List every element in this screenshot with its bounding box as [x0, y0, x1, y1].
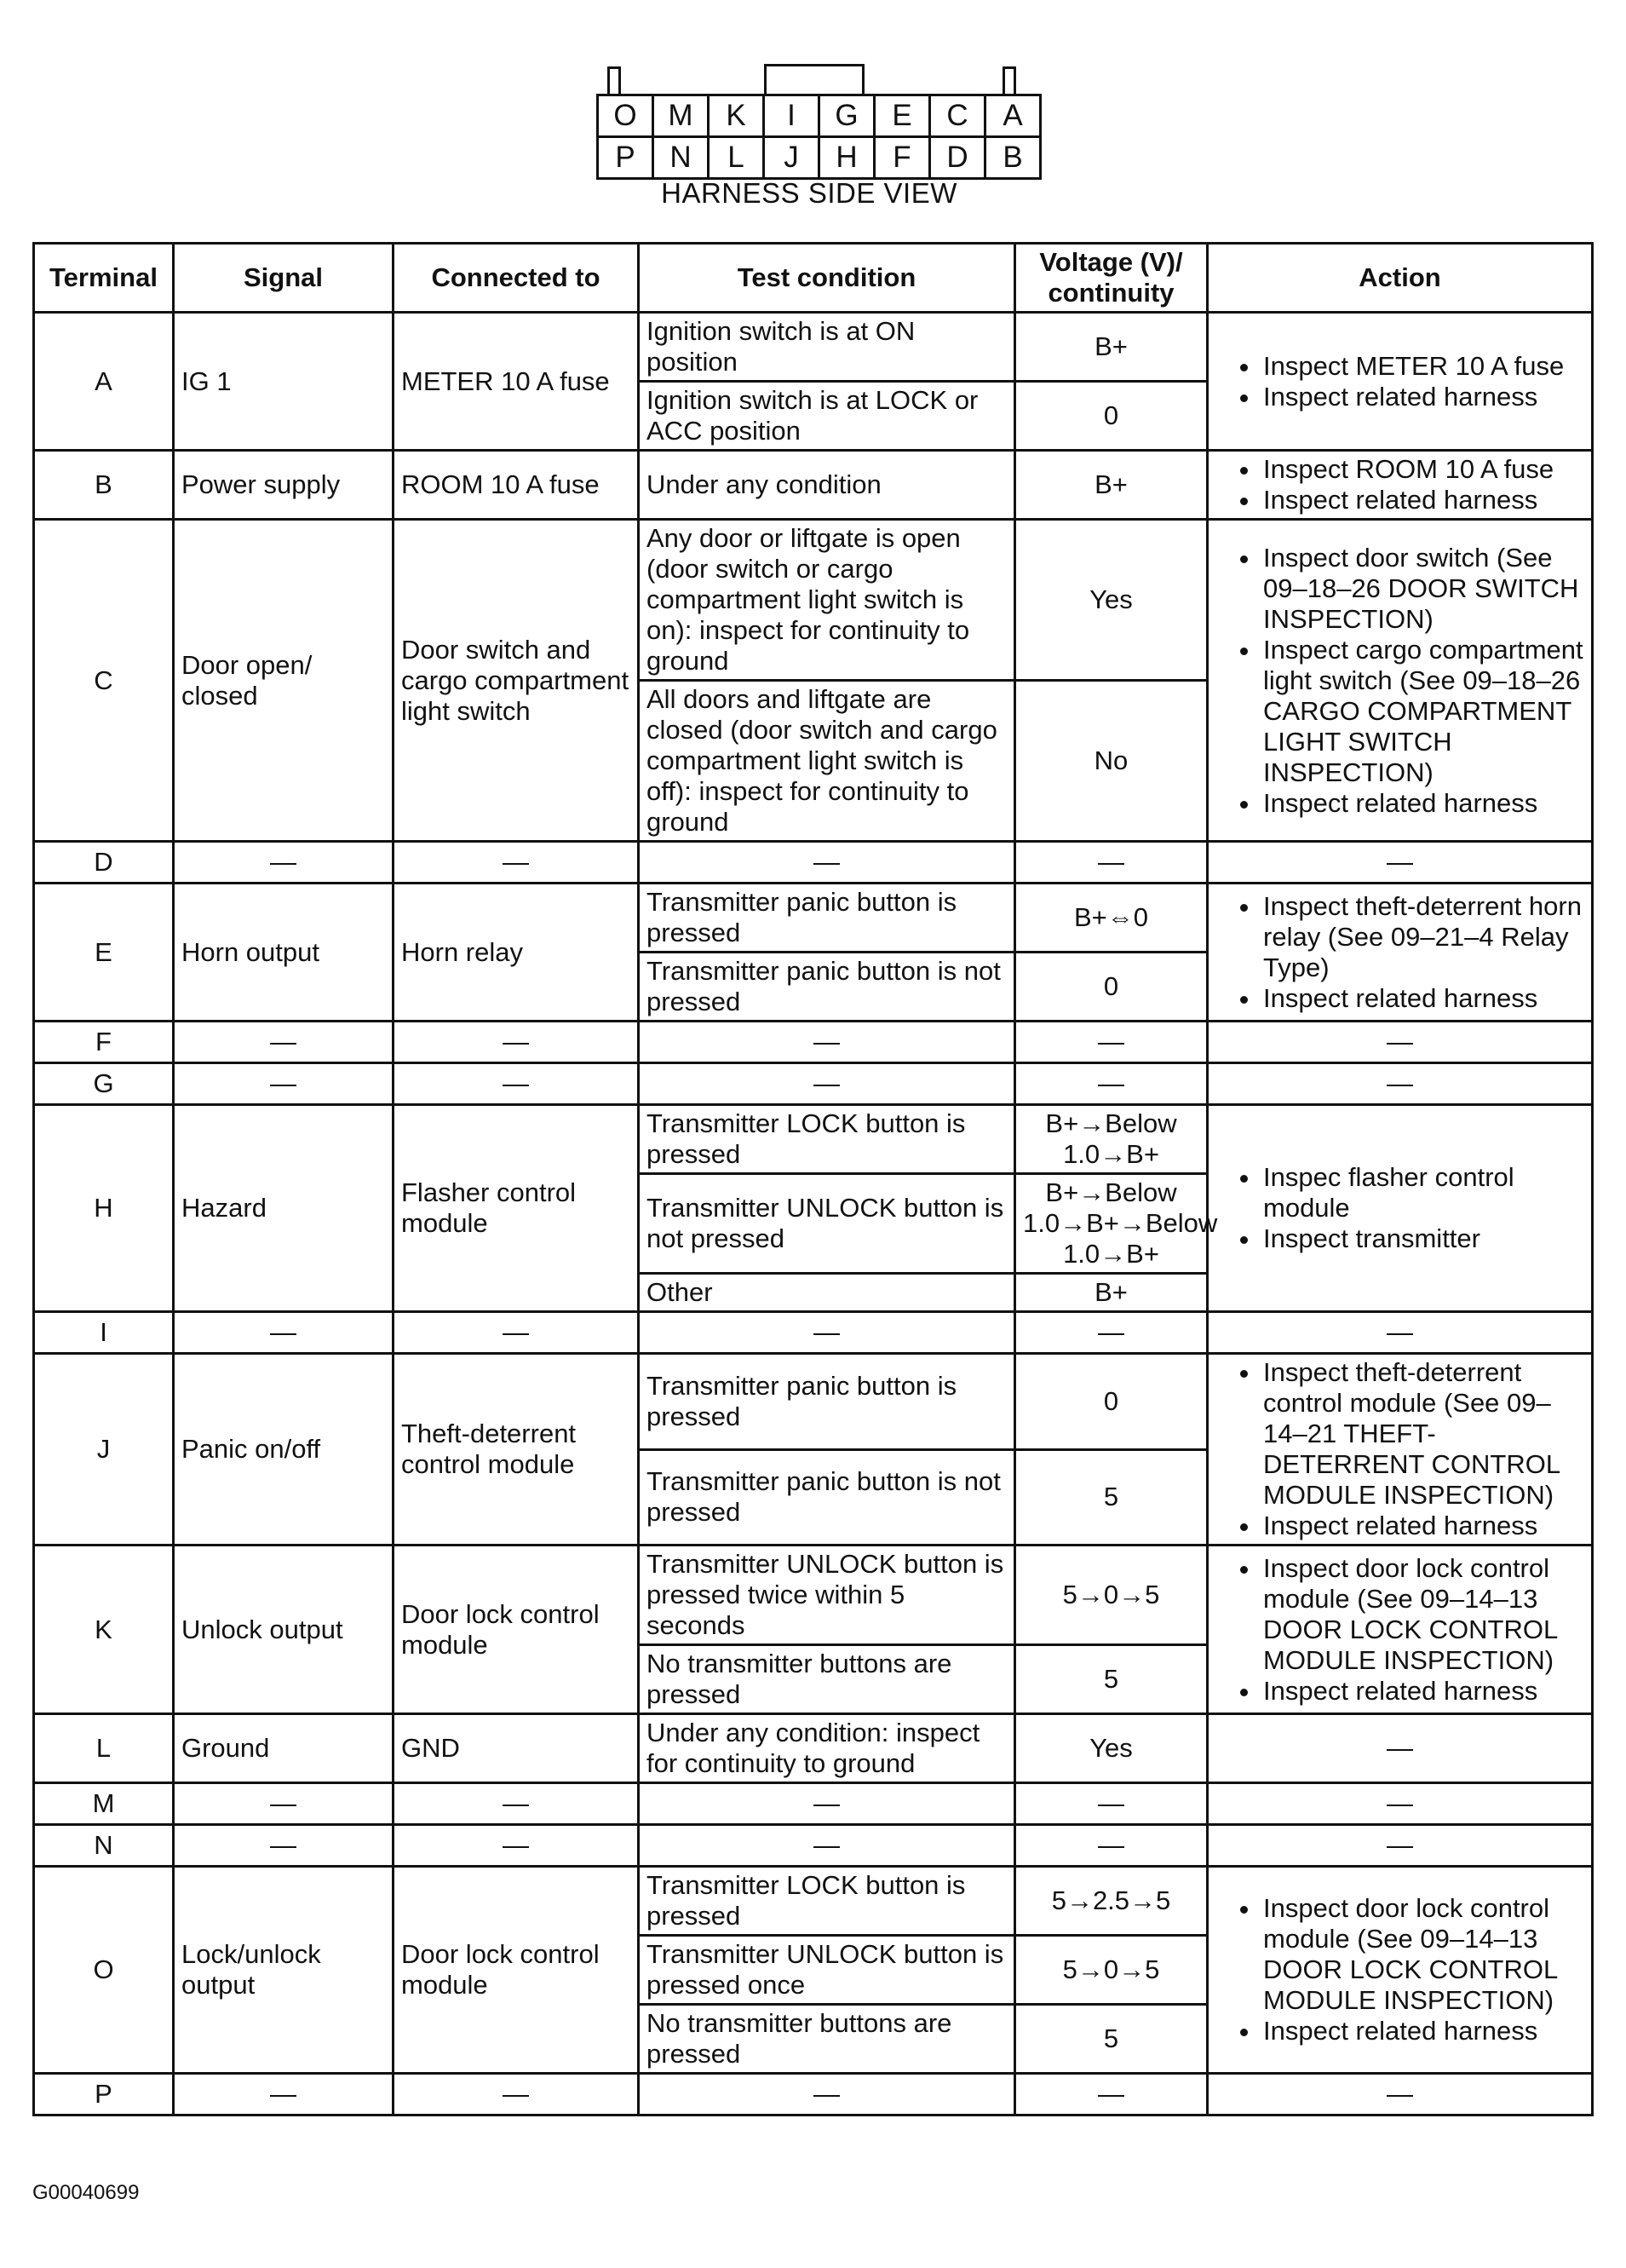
action-item: • Inspect related harness [1261, 788, 1584, 819]
empty-cell: — [1208, 1022, 1593, 1063]
voltage-cell: 5 [1015, 2005, 1208, 2074]
empty-cell: — [394, 1783, 639, 1825]
pin-cell: I [764, 95, 819, 137]
test-condition-cell: All doors and liftgate are closed (door switch and cargo compartment light switch is off): inspect for continuity to ground [639, 681, 1015, 842]
connected-cell: GND [394, 1714, 639, 1783]
action-item: • Inspect METER 10 A fuse [1261, 351, 1584, 382]
table-row [34, 520, 1593, 681]
connected-cell: METER 10 A fuse [394, 313, 639, 451]
voltage-cell: B+ [1015, 451, 1208, 520]
empty-cell: — [174, 1312, 394, 1354]
terminal-cell: L [34, 1714, 174, 1783]
pin-cell: M [653, 95, 709, 137]
action-cell [1208, 451, 1593, 520]
empty-cell: — [639, 1063, 1015, 1105]
voltage-cell: 5 [1015, 1645, 1208, 1714]
pin-cell: P [598, 137, 653, 179]
empty-cell: — [1015, 1825, 1208, 1867]
test-condition-cell: Transmitter LOCK button is pressed [639, 1105, 1015, 1174]
test-condition-cell: Transmitter panic button is not pressed [639, 953, 1015, 1022]
signal-cell: Panic on/off [174, 1354, 394, 1546]
connector-diagram [579, 51, 1056, 222]
terminal-cell: N [34, 1825, 174, 1867]
action-cell [1208, 1546, 1593, 1714]
terminal-table [32, 242, 1594, 2116]
empty-cell: — [1208, 842, 1593, 884]
empty-cell: — [1208, 1783, 1593, 1825]
terminal-cell: I [34, 1312, 174, 1354]
action-item: • Inspect door lock control module (See 09–14–13 DOOR LOCK CONTROL MODULE INSPECTION) [1261, 1553, 1584, 1676]
voltage-cell: Yes [1015, 1714, 1208, 1783]
empty-cell: — [1208, 1714, 1593, 1783]
terminal-cell: D [34, 842, 174, 884]
table-row [34, 884, 1593, 953]
voltage-cell: 5→0→5 [1015, 1546, 1208, 1645]
terminal-cell: B [34, 451, 174, 520]
action-cell [1208, 1105, 1593, 1312]
empty-cell: — [639, 1825, 1015, 1867]
signal-cell: Ground [174, 1714, 394, 1783]
action-list [1215, 351, 1584, 412]
voltage-cell: B+→Below 1.0→B+ [1015, 1105, 1208, 1174]
signal-cell: Horn output [174, 884, 394, 1022]
voltage-cell: B+→Below 1.0→B+→Below 1.0→B+ [1015, 1174, 1208, 1274]
test-condition-cell: Under any condition [639, 451, 1015, 520]
action-list [1215, 1893, 1584, 2046]
action-cell [1208, 1867, 1593, 2074]
connector-latch-center [764, 64, 865, 96]
action-item: • Inspect theft-deterrent control module (See 09–14–21 THEFT-DETERRENT CONTROL MODULE INSPECTION) [1261, 1357, 1584, 1511]
voltage-cell: B+⇔0 [1015, 884, 1208, 953]
terminal-cell: K [34, 1546, 174, 1714]
action-list [1215, 454, 1584, 515]
connected-cell: Door switch and cargo compartment light switch [394, 520, 639, 842]
test-condition-cell: Ignition switch is at ON position [639, 313, 1015, 382]
empty-cell: — [174, 1783, 394, 1825]
table-header-row [34, 244, 1593, 313]
empty-cell: — [1015, 1783, 1208, 1825]
action-list [1215, 891, 1584, 1014]
figure-code: G00040699 [32, 2181, 140, 2204]
empty-cell: — [1015, 1063, 1208, 1105]
harness-caption: HARNESS SIDE VIEW [661, 177, 957, 209]
voltage-cell: No [1015, 681, 1208, 842]
action-item: • Inspect related harness [1261, 2016, 1584, 2046]
header-action: Action [1208, 244, 1593, 313]
terminal-cell: P [34, 2074, 174, 2115]
action-item: • Inspect related harness [1261, 485, 1584, 515]
test-condition-cell: Transmitter UNLOCK button is not pressed [639, 1174, 1015, 1274]
empty-cell: — [1208, 1312, 1593, 1354]
empty-cell: — [1015, 2074, 1208, 2115]
empty-cell: — [174, 1022, 394, 1063]
empty-cell: — [174, 1825, 394, 1867]
pin-cell: A [985, 95, 1041, 137]
empty-cell: — [174, 842, 394, 884]
voltage-cell: B+ [1015, 1274, 1208, 1312]
terminal-cell: F [34, 1022, 174, 1063]
empty-cell: — [639, 842, 1015, 884]
terminal-cell: J [34, 1354, 174, 1546]
empty-cell: — [394, 1312, 639, 1354]
table-row [34, 1783, 1593, 1825]
empty-cell: — [639, 1783, 1015, 1825]
header-terminal: Terminal [34, 244, 174, 313]
connector-latch-left [607, 66, 621, 96]
test-condition-cell: No transmitter buttons are pressed [639, 2005, 1015, 2074]
action-item: • Inspect ROOM 10 A fuse [1261, 454, 1584, 485]
empty-cell: — [1208, 1825, 1593, 1867]
table-row [34, 313, 1593, 382]
pin-cell: N [653, 137, 709, 179]
empty-cell: — [639, 1312, 1015, 1354]
empty-cell: — [1208, 2074, 1593, 2115]
test-condition-cell: Transmitter panic button is not pressed [639, 1449, 1015, 1546]
table-row [34, 1105, 1593, 1174]
connected-cell: Theft-deterrent control module [394, 1354, 639, 1546]
test-condition-cell: Under any condition: inspect for continuity to ground [639, 1714, 1015, 1783]
empty-cell: — [394, 1063, 639, 1105]
terminal-cell: M [34, 1783, 174, 1825]
signal-cell: Power supply [174, 451, 394, 520]
test-condition-cell: Transmitter panic button is pressed [639, 1354, 1015, 1450]
action-list [1215, 1357, 1584, 1541]
table-row [34, 1022, 1593, 1063]
table-row [34, 1867, 1593, 1936]
table-row [34, 1063, 1593, 1105]
empty-cell: — [174, 1063, 394, 1105]
terminal-cell: O [34, 1867, 174, 2074]
signal-cell: Unlock output [174, 1546, 394, 1714]
action-item: • Inspect related harness [1261, 382, 1584, 412]
connected-cell: Door lock control module [394, 1546, 639, 1714]
table-row [34, 1825, 1593, 1867]
empty-cell: — [1208, 1063, 1593, 1105]
header-connected-to: Connected to [394, 244, 639, 313]
pin-cell: E [875, 95, 930, 137]
action-list [1215, 543, 1584, 819]
empty-cell: — [1015, 1022, 1208, 1063]
voltage-cell: Yes [1015, 520, 1208, 681]
action-item: • Inspec flasher control module [1261, 1162, 1584, 1223]
connector-latch-right [1003, 66, 1016, 96]
pin-row-top [598, 95, 1041, 137]
signal-cell: IG 1 [174, 313, 394, 451]
action-item: • Inspect door lock control module (See 09–14–13 DOOR LOCK CONTROL MODULE INSPECTION) [1261, 1893, 1584, 2016]
test-condition-cell: Any door or liftgate is open (door switch or cargo compartment light switch is on): inspect for continuity to ground [639, 520, 1015, 681]
connected-cell: Door lock control module [394, 1867, 639, 2074]
pin-cell: J [764, 137, 819, 179]
pin-cell: D [930, 137, 985, 179]
header-voltage: Voltage (V)/ continuity [1015, 244, 1208, 313]
action-item: • Inspect cargo compartment light switch (See 09–18–26 CARGO COMPARTMENT LIGHT SWITCH INSPECTION) [1261, 635, 1584, 788]
action-cell [1208, 313, 1593, 451]
pin-cell: H [819, 137, 875, 179]
action-cell [1208, 520, 1593, 842]
test-condition-cell: Other [639, 1274, 1015, 1312]
test-condition-cell: Transmitter LOCK button is pressed [639, 1867, 1015, 1936]
voltage-cell: 5→2.5→5 [1015, 1867, 1208, 1936]
pin-cell: L [709, 137, 764, 179]
voltage-cell: 5→0→5 [1015, 1936, 1208, 2005]
action-item: • Inspect related harness [1261, 1511, 1584, 1541]
action-cell [1208, 1354, 1593, 1546]
test-condition-cell: Ignition switch is at LOCK or ACC position [639, 382, 1015, 451]
empty-cell: — [174, 2074, 394, 2115]
pin-cell: O [598, 95, 653, 137]
empty-cell: — [1015, 1312, 1208, 1354]
voltage-cell: 0 [1015, 953, 1208, 1022]
table-row [34, 842, 1593, 884]
voltage-cell: B+ [1015, 313, 1208, 382]
action-item: • Inspect transmitter [1261, 1223, 1584, 1254]
connected-cell: Horn relay [394, 884, 639, 1022]
action-item: • Inspect related harness [1261, 983, 1584, 1014]
voltage-cell: 5 [1015, 1449, 1208, 1546]
connected-cell: ROOM 10 A fuse [394, 451, 639, 520]
terminal-cell: E [34, 884, 174, 1022]
pin-cell: F [875, 137, 930, 179]
test-condition-cell: Transmitter UNLOCK button is pressed twice within 5 seconds [639, 1546, 1015, 1645]
voltage-cell: 0 [1015, 382, 1208, 451]
action-item: • Inspect theft-deterrent horn relay (See 09–21–4 Relay Type) [1261, 891, 1584, 983]
empty-cell: — [394, 1825, 639, 1867]
test-condition-cell: No transmitter buttons are pressed [639, 1645, 1015, 1714]
pin-cell: C [930, 95, 985, 137]
terminal-cell: A [34, 313, 174, 451]
empty-cell: — [394, 1022, 639, 1063]
terminal-cell: H [34, 1105, 174, 1312]
table-row [34, 1714, 1593, 1783]
empty-cell: — [639, 2074, 1015, 2115]
table-row [34, 1546, 1593, 1645]
test-condition-cell: Transmitter UNLOCK button is pressed once [639, 1936, 1015, 2005]
terminal-cell: C [34, 520, 174, 842]
pin-cell: G [819, 95, 875, 137]
header-test-condition: Test condition [639, 244, 1015, 313]
table-row [34, 1312, 1593, 1354]
pin-cell: B [985, 137, 1041, 179]
signal-cell: Lock/unlock output [174, 1867, 394, 2074]
empty-cell: — [394, 842, 639, 884]
action-cell [1208, 884, 1593, 1022]
signal-cell: Hazard [174, 1105, 394, 1312]
action-list [1215, 1162, 1584, 1254]
pin-cell: K [709, 95, 764, 137]
terminal-cell: G [34, 1063, 174, 1105]
signal-cell: Door open/ closed [174, 520, 394, 842]
table-row [34, 1354, 1593, 1450]
empty-cell: — [394, 2074, 639, 2115]
table-row [34, 2074, 1593, 2115]
pin-row-bottom [598, 137, 1041, 179]
header-signal: Signal [174, 244, 394, 313]
connected-cell: Flasher control module [394, 1105, 639, 1312]
action-item: • Inspect related harness [1261, 1676, 1584, 1707]
test-condition-cell: Transmitter panic button is pressed [639, 884, 1015, 953]
empty-cell: — [639, 1022, 1015, 1063]
empty-cell: — [1015, 842, 1208, 884]
action-item: • Inspect door switch (See 09–18–26 DOOR SWITCH INSPECTION) [1261, 543, 1584, 635]
connector-pin-grid [596, 94, 1042, 180]
table-row [34, 451, 1593, 520]
voltage-cell: 0 [1015, 1354, 1208, 1450]
action-list [1215, 1553, 1584, 1707]
